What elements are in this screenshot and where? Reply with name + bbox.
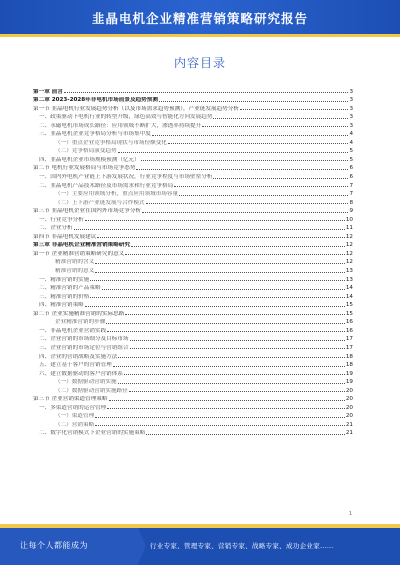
toc-entry-title: 一、多渠道营销的运营管理: [39, 404, 107, 411]
toc-entry[interactable]: [33, 385, 353, 394]
toc-leader-dots: [90, 297, 345, 298]
toc-entry[interactable]: [33, 189, 353, 198]
toc-entry-page: 7: [349, 182, 353, 189]
header-accent-line: [0, 34, 400, 37]
toc-entry-title: 二、韭晶电机产品技术路径及市场需求和行业竞争格局: [39, 182, 174, 189]
toc-leader-dots: [113, 366, 345, 367]
toc-entry-page: 12: [345, 250, 353, 257]
toc-leader-dots: [159, 101, 349, 102]
toc-entry[interactable]: [33, 103, 353, 112]
toc-leader-dots: [95, 272, 345, 273]
header-bar: [0, 0, 400, 34]
toc-leader-dots: [240, 109, 348, 110]
toc-entry-title: 二、企业营销的市场细分及目标市场: [39, 336, 129, 343]
toc-leader-dots: [213, 178, 348, 179]
toc-entry-page: 4: [349, 139, 353, 146]
toc-leader-dots: [95, 425, 345, 426]
toc-entry[interactable]: [33, 360, 353, 369]
toc-entry-title: 第二节 企业实施精准营销的实际思路: [33, 310, 125, 317]
toc-leader-dots: [125, 254, 345, 255]
toc-entry-title: 第三节 韭晶电机企业在国内外市场竞争分析: [33, 208, 142, 215]
toc-entry[interactable]: [33, 223, 353, 232]
toc-entry[interactable]: [33, 163, 353, 172]
toc-leader-dots: [107, 408, 345, 409]
toc-entry[interactable]: [33, 317, 353, 326]
toc-entry[interactable]: [33, 137, 353, 146]
toc-entry-title: 二、永磁电机市场成长路径：应用领域不断扩大，渗透率持续提升: [39, 122, 202, 129]
toc-entry-page: 19: [345, 370, 353, 377]
toc-entry-page: 17: [345, 344, 353, 351]
toc-entry[interactable]: [33, 257, 353, 266]
toc-leader-dots: [124, 374, 345, 375]
toc-entry-page: 20: [345, 413, 353, 420]
toc-entry-page: 18: [345, 353, 353, 360]
toc-leader-dots: [107, 331, 345, 332]
toc-entry-title: （二）营销策略: [55, 421, 95, 428]
toc-entry[interactable]: [33, 334, 353, 343]
toc-entry-title: 第三章 非晶电机企业精准营销策略研究: [33, 242, 131, 249]
toc-heading: 内容目录: [173, 56, 226, 70]
toc-leader-dots: [109, 400, 345, 401]
toc-entry[interactable]: [33, 351, 353, 360]
toc-entry[interactable]: [33, 86, 353, 95]
toc-entry-page: 16: [345, 319, 353, 326]
toc-entry[interactable]: [33, 377, 353, 386]
toc-entry-title: 第四节 非晶电机发展建议: [33, 233, 97, 240]
toc-leader-dots: [130, 348, 345, 349]
toc-entry-page: 17: [345, 336, 353, 343]
toc-entry-page: 3: [349, 122, 353, 129]
toc-entry-page: 6: [349, 165, 353, 172]
toc-entry-title: （二）上下游产业链发展与合作模式: [55, 199, 145, 206]
toc-entry[interactable]: [33, 411, 353, 420]
toc-entry-page: 3: [349, 97, 353, 104]
toc-entry-page: 3: [349, 114, 353, 121]
toc-leader-dots: [141, 160, 349, 161]
toc-leader-dots: [213, 118, 348, 119]
toc-leader-dots: [129, 391, 345, 392]
toc-entry-page: 12: [345, 233, 353, 240]
toc-entry[interactable]: [33, 300, 353, 309]
toc-entry-page: 21: [345, 421, 353, 428]
toc-leader-dots: [152, 135, 349, 136]
toc-leader-dots: [131, 246, 345, 247]
page-number: 1: [348, 511, 352, 517]
toc-entry-title: 精准营销的意义: [55, 268, 95, 275]
toc-entry[interactable]: [33, 394, 353, 403]
toc-entry-page: 14: [345, 293, 353, 300]
toc-entry[interactable]: [33, 325, 353, 334]
toc-entry[interactable]: [33, 265, 353, 274]
toc-entry-title: 四、韭晶电机企业市场规模预测（亿元）: [39, 156, 140, 163]
toc-entry[interactable]: [33, 274, 353, 283]
toc-entry-title: （一）重点企业竞争格局现状与市场份额变化: [55, 139, 167, 146]
toc-entry[interactable]: [33, 291, 353, 300]
toc-entry[interactable]: [33, 342, 353, 351]
toc-entry-title: 企业精准营销的步骤: [55, 319, 106, 326]
toc-leader-dots: [118, 383, 345, 384]
toc-leader-dots: [106, 323, 345, 324]
toc-entry[interactable]: [33, 129, 353, 138]
toc-entry-page: 5: [349, 148, 353, 155]
toc-entry-title: （二）竞争格局演变趋势: [55, 148, 117, 155]
toc-entry[interactable]: [33, 402, 353, 411]
toc-leader-dots: [95, 263, 345, 264]
toc-entry-page: 15: [345, 302, 353, 309]
toc-entry[interactable]: [33, 231, 353, 240]
toc-entry-title: 三、精准营销的价格: [39, 293, 90, 300]
toc-leader-dots: [174, 186, 348, 187]
toc-entry[interactable]: [33, 283, 353, 292]
toc-entry-title: 精准营销的含义: [55, 259, 95, 266]
toc-entry-title: 四、精准营销策略: [39, 302, 84, 309]
toc-entry[interactable]: [33, 171, 353, 180]
toc-entry-title: 一、行业竞争分析: [39, 216, 84, 223]
toc-entry-title: （一）数据驱动营销实施: [55, 379, 117, 386]
toc-entry-page: 8: [349, 199, 353, 206]
table-of-contents: [33, 86, 353, 436]
toc-entry-page: 18: [345, 362, 353, 369]
toc-entry-title: 一、非晶电机企业营销实践: [39, 327, 107, 334]
toc-entry-title: 四、企业的营销战略及实施方法: [39, 353, 118, 360]
toc-entry-page: 20: [345, 387, 353, 394]
toc-entry[interactable]: [33, 154, 353, 163]
toc-entry-title: 一、国内外电机产业链上下游发展状况，行业竞争程度与市场壁垒分析: [39, 174, 213, 181]
toc-leader-dots: [97, 237, 345, 238]
toc-entry[interactable]: [33, 112, 353, 121]
toc-entry-page: 21: [345, 430, 353, 437]
toc-entry-page: 10: [345, 216, 353, 223]
footer-slogan: 让每个人都能成为: [20, 541, 88, 550]
toc-leader-dots: [146, 203, 349, 204]
toc-entry-title: 第二节 电机行业发展格局与市场竞争态势: [33, 165, 136, 172]
toc-entry-title: 一、精准营销的实施: [39, 276, 90, 283]
toc-entry-title: （一）主要应用领域分析，重点应用领域市场容量: [55, 191, 179, 198]
toc-entry-title: 第三节 企业营销渠道管理策略: [33, 396, 108, 403]
toc-entry-title: （一）渠道管理: [55, 413, 95, 420]
toc-entry[interactable]: [33, 419, 353, 428]
toc-entry-page: 3: [349, 105, 353, 112]
toc-entry-page: 12: [345, 242, 353, 249]
toc-entry-page: 12: [345, 259, 353, 266]
toc-entry[interactable]: [33, 95, 353, 104]
toc-entry[interactable]: [33, 240, 353, 249]
toc-entry[interactable]: [33, 368, 353, 377]
toc-entry-page: 7: [349, 191, 353, 198]
toc-entry-title: 第一节 企业精准营销策略研究的意义: [33, 250, 125, 257]
toc-leader-dots: [95, 417, 345, 418]
toc-entry[interactable]: [33, 428, 353, 437]
toc-leader-dots: [130, 340, 345, 341]
toc-leader-dots: [74, 229, 345, 230]
toc-entry-page: 16: [345, 327, 353, 334]
toc-entry-page: 3: [349, 88, 353, 95]
toc-leader-dots: [85, 220, 345, 221]
toc-leader-dots: [136, 169, 348, 170]
toc-entry-page: 4: [349, 131, 353, 138]
report-title: 韭晶电机企业精准营销策略研究报告: [91, 11, 308, 26]
toc-leader-dots: [142, 212, 348, 213]
toc-leader-dots: [102, 289, 345, 290]
toc-leader-dots: [179, 195, 348, 196]
toc-leader-dots: [90, 280, 345, 281]
toc-entry[interactable]: [33, 197, 353, 206]
footer-arrow-shape: [138, 528, 146, 564]
toc-entry-title: 二、企业分析: [39, 225, 73, 232]
toc-entry[interactable]: [33, 206, 353, 215]
toc-leader-dots: [118, 152, 349, 153]
toc-entry-page: 14: [345, 285, 353, 292]
toc-entry[interactable]: [33, 214, 353, 223]
toc-entry-title: 五、建立基于客户的营销管理: [39, 362, 112, 369]
toc-entry-title: 二、精准营销的产品策略: [39, 285, 101, 292]
toc-leader-dots: [125, 314, 345, 315]
toc-entry-page: 19: [345, 379, 353, 386]
toc-entry-page: 13: [345, 268, 353, 275]
toc-leader-dots: [168, 143, 349, 144]
toc-entry[interactable]: [33, 146, 353, 155]
toc-entry-title: 一、政策驱动下电机行业的转型升级，绿色高效与智能化方向发展趋势: [39, 114, 213, 121]
toc-entry-title: 三、韭晶电机企业竞争格局分析与市场集中度: [39, 131, 151, 138]
toc-entry[interactable]: [33, 308, 353, 317]
toc-leader-dots: [146, 434, 345, 435]
toc-entry-title: 六、建立数据驱动的客户营销体系: [39, 370, 123, 377]
toc-entry-page: 9: [349, 208, 353, 215]
toc-leader-dots: [85, 306, 345, 307]
toc-leader-dots: [202, 126, 348, 127]
toc-entry-title: 第一章 前言: [33, 88, 63, 95]
toc-entry-title: 三、企业营销的市场定位与营销组合: [39, 344, 129, 351]
toc-entry-page: 15: [345, 310, 353, 317]
toc-entry-page: 20: [345, 404, 353, 411]
toc-entry[interactable]: [33, 120, 353, 129]
toc-entry-title: 第二章 2023-2028年非电机市场前景及趋势预测: [33, 97, 158, 104]
toc-entry-page: 20: [345, 396, 353, 403]
toc-entry-title: 第一节 韭晶电机行业发展趋势分析（以及市场需求趋势预测），产业链发展趋势分析: [33, 105, 239, 112]
toc-entry-title: 二、数字化营销模式下企业营销的实施策略: [39, 430, 146, 437]
toc-entry-page: 13: [345, 276, 353, 283]
toc-entry-title: （二）数据驱动营销实施路径: [55, 387, 128, 394]
footer-tagline: 行业专家、管理专家、营销专家、战略专家、成功企业家……: [150, 542, 334, 550]
toc-entry[interactable]: [33, 180, 353, 189]
toc-leader-dots: [118, 357, 345, 358]
toc-entry-page: 11: [345, 225, 353, 232]
toc-leader-dots: [64, 92, 349, 93]
toc-entry-page: 5: [349, 156, 353, 163]
toc-entry-page: 6: [349, 174, 353, 181]
toc-entry[interactable]: [33, 248, 353, 257]
